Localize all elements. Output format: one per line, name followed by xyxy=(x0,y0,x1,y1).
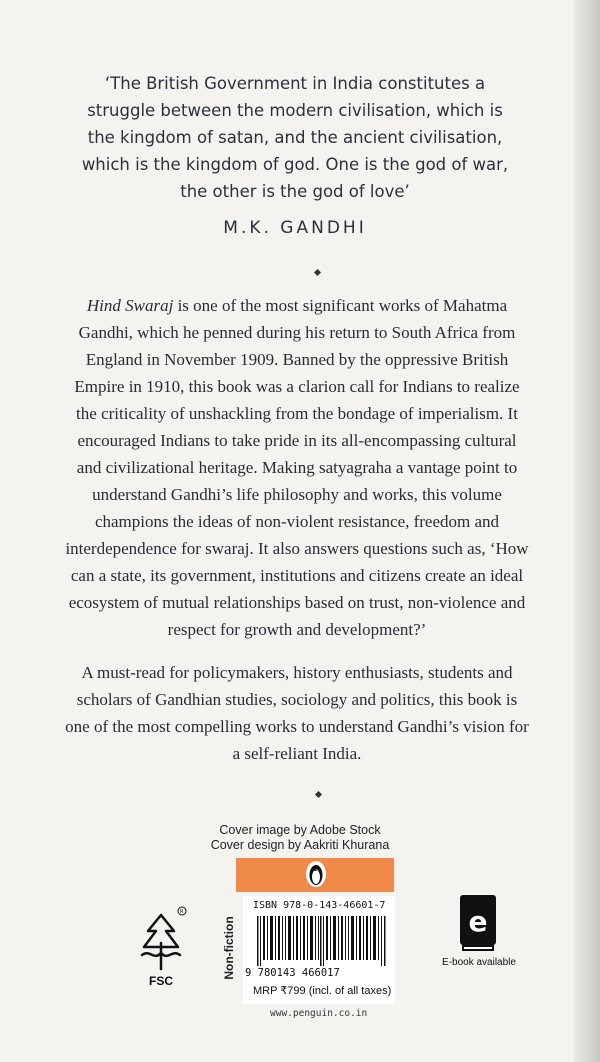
quote-line: the kingdom of satan, and the ancient civilisation, xyxy=(87,128,503,147)
book-spine-edge xyxy=(574,0,600,1062)
quote-line: the other is the god of love’ xyxy=(180,182,410,201)
gandhi-quote xyxy=(60,70,530,205)
blurb-paragraph-1-text: is one of the most significant works of Mahatma Gandhi, which he penned during his return to South Africa from England in November 1909. Banned by the oppressive British Empire in 1910, this book was a clarion call for Indians to realize the criticality of unshackling from the bondage of imperialism. It encouraged Indians to take pride in its all-encompassing cultural and civilizational heritage. Making satyagraha a vantage point to understand Gandhi’s life philosophy and works, this volume champions the ideas of non-violent resistance, freedom and interdependence for swaraj. It also answers questions such as, ‘How can a state, its government, institutions and citizens create an ideal ecosystem of mutual relationships based on trust, non-violence and respect for growth and development?’ xyxy=(65,296,529,639)
quote-author: M.K. GANDHI xyxy=(223,218,367,238)
quote-line: struggle between the modern civilisation, which is xyxy=(87,101,503,120)
book-blurb xyxy=(64,292,530,767)
category-text: Non-fiction xyxy=(222,916,236,980)
svg-text:R: R xyxy=(180,909,184,915)
book-title: Hind Swaraj xyxy=(86,296,174,315)
blurb-paragraph-1 xyxy=(64,292,530,643)
fsc-tree-icon xyxy=(130,903,192,975)
barcode-panel xyxy=(243,896,395,1004)
ebook-icon xyxy=(458,893,498,955)
cover-design-credit: Cover design by Aakriti Khurana xyxy=(210,838,390,852)
cover-credits xyxy=(200,823,400,853)
ebook-label: E-book available xyxy=(442,957,516,968)
barcode-icon xyxy=(257,916,387,966)
separator-diamond xyxy=(314,269,321,276)
fsc-label: FSC xyxy=(149,974,173,988)
blurb-paragraph-2: A must-read for policymakers, history enthusiasts, students and scholars of Gandhian studies, sociology and politics, this book is one of the most compelling works to understand Gandhi’s vision for a self-reliant India. xyxy=(65,663,529,763)
price-text: MRP ₹799 (incl. of all taxes) xyxy=(253,985,392,997)
quote-line: ‘The British Government in India constitutes a xyxy=(104,74,486,93)
separator-diamond xyxy=(315,791,322,798)
penguin-logo-icon xyxy=(305,860,327,888)
category-label xyxy=(219,905,237,997)
cover-image-credit: Cover image by Adobe Stock xyxy=(219,823,381,837)
publisher-website: www.penguin.co.in xyxy=(270,1008,368,1019)
quote-line: which is the kingdom of god. One is the god of war, xyxy=(81,155,509,174)
isbn-text: ISBN 978-0-143-46601-7 xyxy=(253,900,386,911)
barcode-digits: 9 780143 466017 xyxy=(245,967,340,979)
svg-text:e: e xyxy=(468,905,488,938)
